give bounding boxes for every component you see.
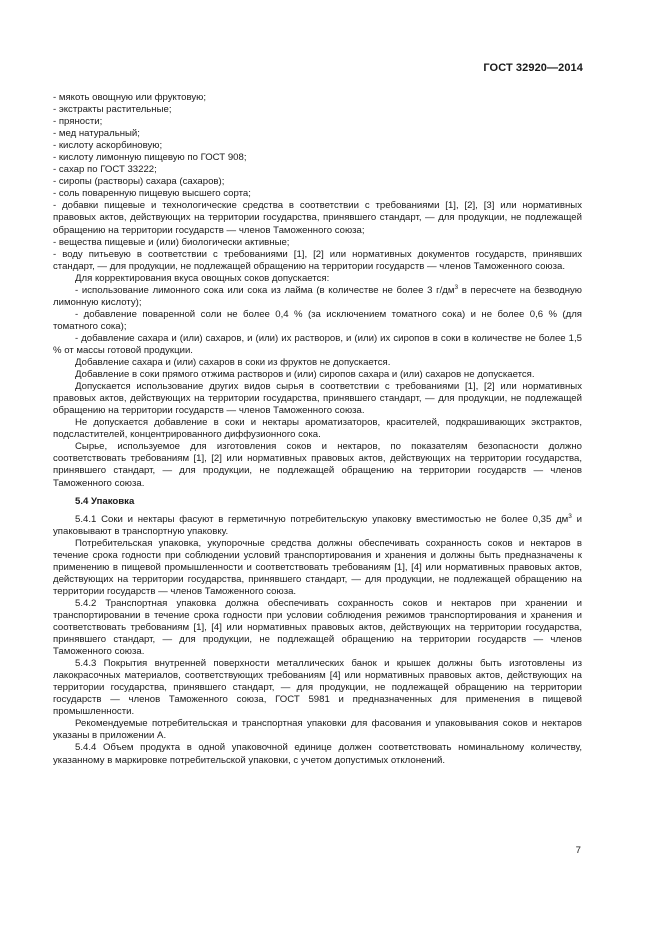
list-item: - кислоту аскорбиновую; [53,140,163,152]
list-item: - экстракты растительные; [53,104,172,116]
paragraph: Рекомендуемые потребительская и транспортная упаковки для фасования и упаковывания соков и нектаров указаны в приложении А. [53,718,582,742]
list-item: - добавление поваренной соли не более 0,4 % (за исключением томатного сока) и не более 0,6 % (для томатного сока); [53,308,582,332]
list-item: - сахар по ГОСТ 33222; [53,164,157,176]
paragraph-5-4-2: 5.4.2 Транспортная упаковка должна обеспечивать сохранность соков и нектаров при хранении и транспортировании в течение срока годности при условии соблюдения режимов транспортирования и хранения и соответствовать требованиям [1], [4] или нормативных правовых актов, действующих на территории государства, принявшего стандарт, — для продукции, не подлежащей обращению на территории государств — членов Таможенного союза. [53,597,582,658]
paragraph: Не допускается добавление в соки и нектары ароматизаторов, красителей, подкрашивающих экстрактов, подсластителей, концентрированного диффузионного сока. [53,417,582,441]
list-item: - кислоту лимонную пищевую по ГОСТ 908; [53,152,247,164]
paragraph: Потребительская упаковка, укупорочные средства должны обеспечивать сохранность соков и нектаров в течение срока годности при соблюдении условий транспортирования и хранения и должны быть предназначены к применению в пищевой промышленности и соответствовать требованиям [1], [4] или нормативных правовых актов, действующих на территории государства, принявшего стандарт, — для продукции, не подлежащей обращению на территории государств — членов Таможенного союза. [53,537,582,597]
paragraph-5-4-4: 5.4.4 Объем продукта в одной упаковочной единице должен соответствовать номинальному количеству, указанному в маркировке потребительской упаковки, с учетом допустимых отклонений. [53,742,582,766]
list-item: - добавление сахара и (или) сахаров, и (или) их растворов, и (или) их сиропов в соки в количестве не более 1,5 % от массы готовой продукции. [53,332,582,356]
document-body [53,92,582,767]
paragraph-5-4-3: 5.4.3 Покрытия внутренней поверхности металлических банок и крышек должны быть изготовлены из лакокрасочных материалов, соответствующих требованиям [4] или нормативных правовых актов, действующих на территории государства, принявшего стандарт, — для продукции, не подлежащей обращению на территории государств — членов Таможенного союза, ГОСТ 5981 и предназначенных для применения в пищевой промышленности. [53,658,582,718]
paragraph: Добавление сахара и (или) сахаров в соки из фруктов не допускается. [75,357,391,369]
paragraph: Сырье, используемое для изготовления соков и нектаров, по показателям безопасности должно соответствовать требованиям [1], [2] или нормативных правовых актов, действующих на территории государства, принявшего стандарт, — для продукции, не подлежащей обращению на территории государств — членов Таможенного союза. [53,441,582,489]
paragraph: Допускается использование других видов сырья в соответствии с требованиями [1], [2] или нормативных правовых актов, действующих на территории государства, принявшего стандарт, — для продукции, не подлежащей обращению на территории государств — членов Таможенного союза. [53,381,582,417]
ingredients-list [53,92,582,273]
list-item: - соль поваренную пищевую высшего сорта; [53,188,251,200]
paragraph-5-4-1: 5.4.1 Соки и нектары фасуют в герметичную потребительскую упаковку вместимостью не более 0,35 $дм^3$ и упаковывают в транспортную упаковку. [53,512,582,537]
list-item: - добавки пищевые и технологические средства в соответствии с требованиями [1], [2], [3] или нормативных правовых актов, действующих на территории государства, принявшего стандарт, — для продукции, не подлежащей обращению на территории государств — членов Таможенного союза; [53,200,582,236]
list-item: - пряности; [53,116,103,128]
list-item: - воду питьевую в соответствии с требованиями [1], [2] или нормативных документов государств, принявших стандарт, — для продукции, не подлежащей обращению на территории государств — членов Таможенного союза. [53,248,582,272]
list-item: - сиропы (растворы) сахара (сахаров); [53,176,225,188]
paragraph-correction: Для корректирования вкуса овощных соков допускается: [75,272,330,284]
list-item: - вещества пищевые и (или) биологически активные; [53,236,290,248]
document-header: ГОСТ 32920—2014 [483,62,583,74]
list-item: - мякоть овощную или фруктовую; [53,92,207,103]
list-item: - мед натуральный; [53,128,140,140]
list-item: - использование лимонного сока или сока из лайма (в количестве не более 3 $г/дм^3$ в пересчете на безводную лимонную кислоту); [53,283,582,308]
page-number: 7 [575,845,581,856]
section-heading: 5.4 Упаковка [75,495,135,507]
paragraph: Добавление в соки прямого отжима растворов и (или) сиропов сахара и (или) сахаров не допускается. [75,369,535,381]
